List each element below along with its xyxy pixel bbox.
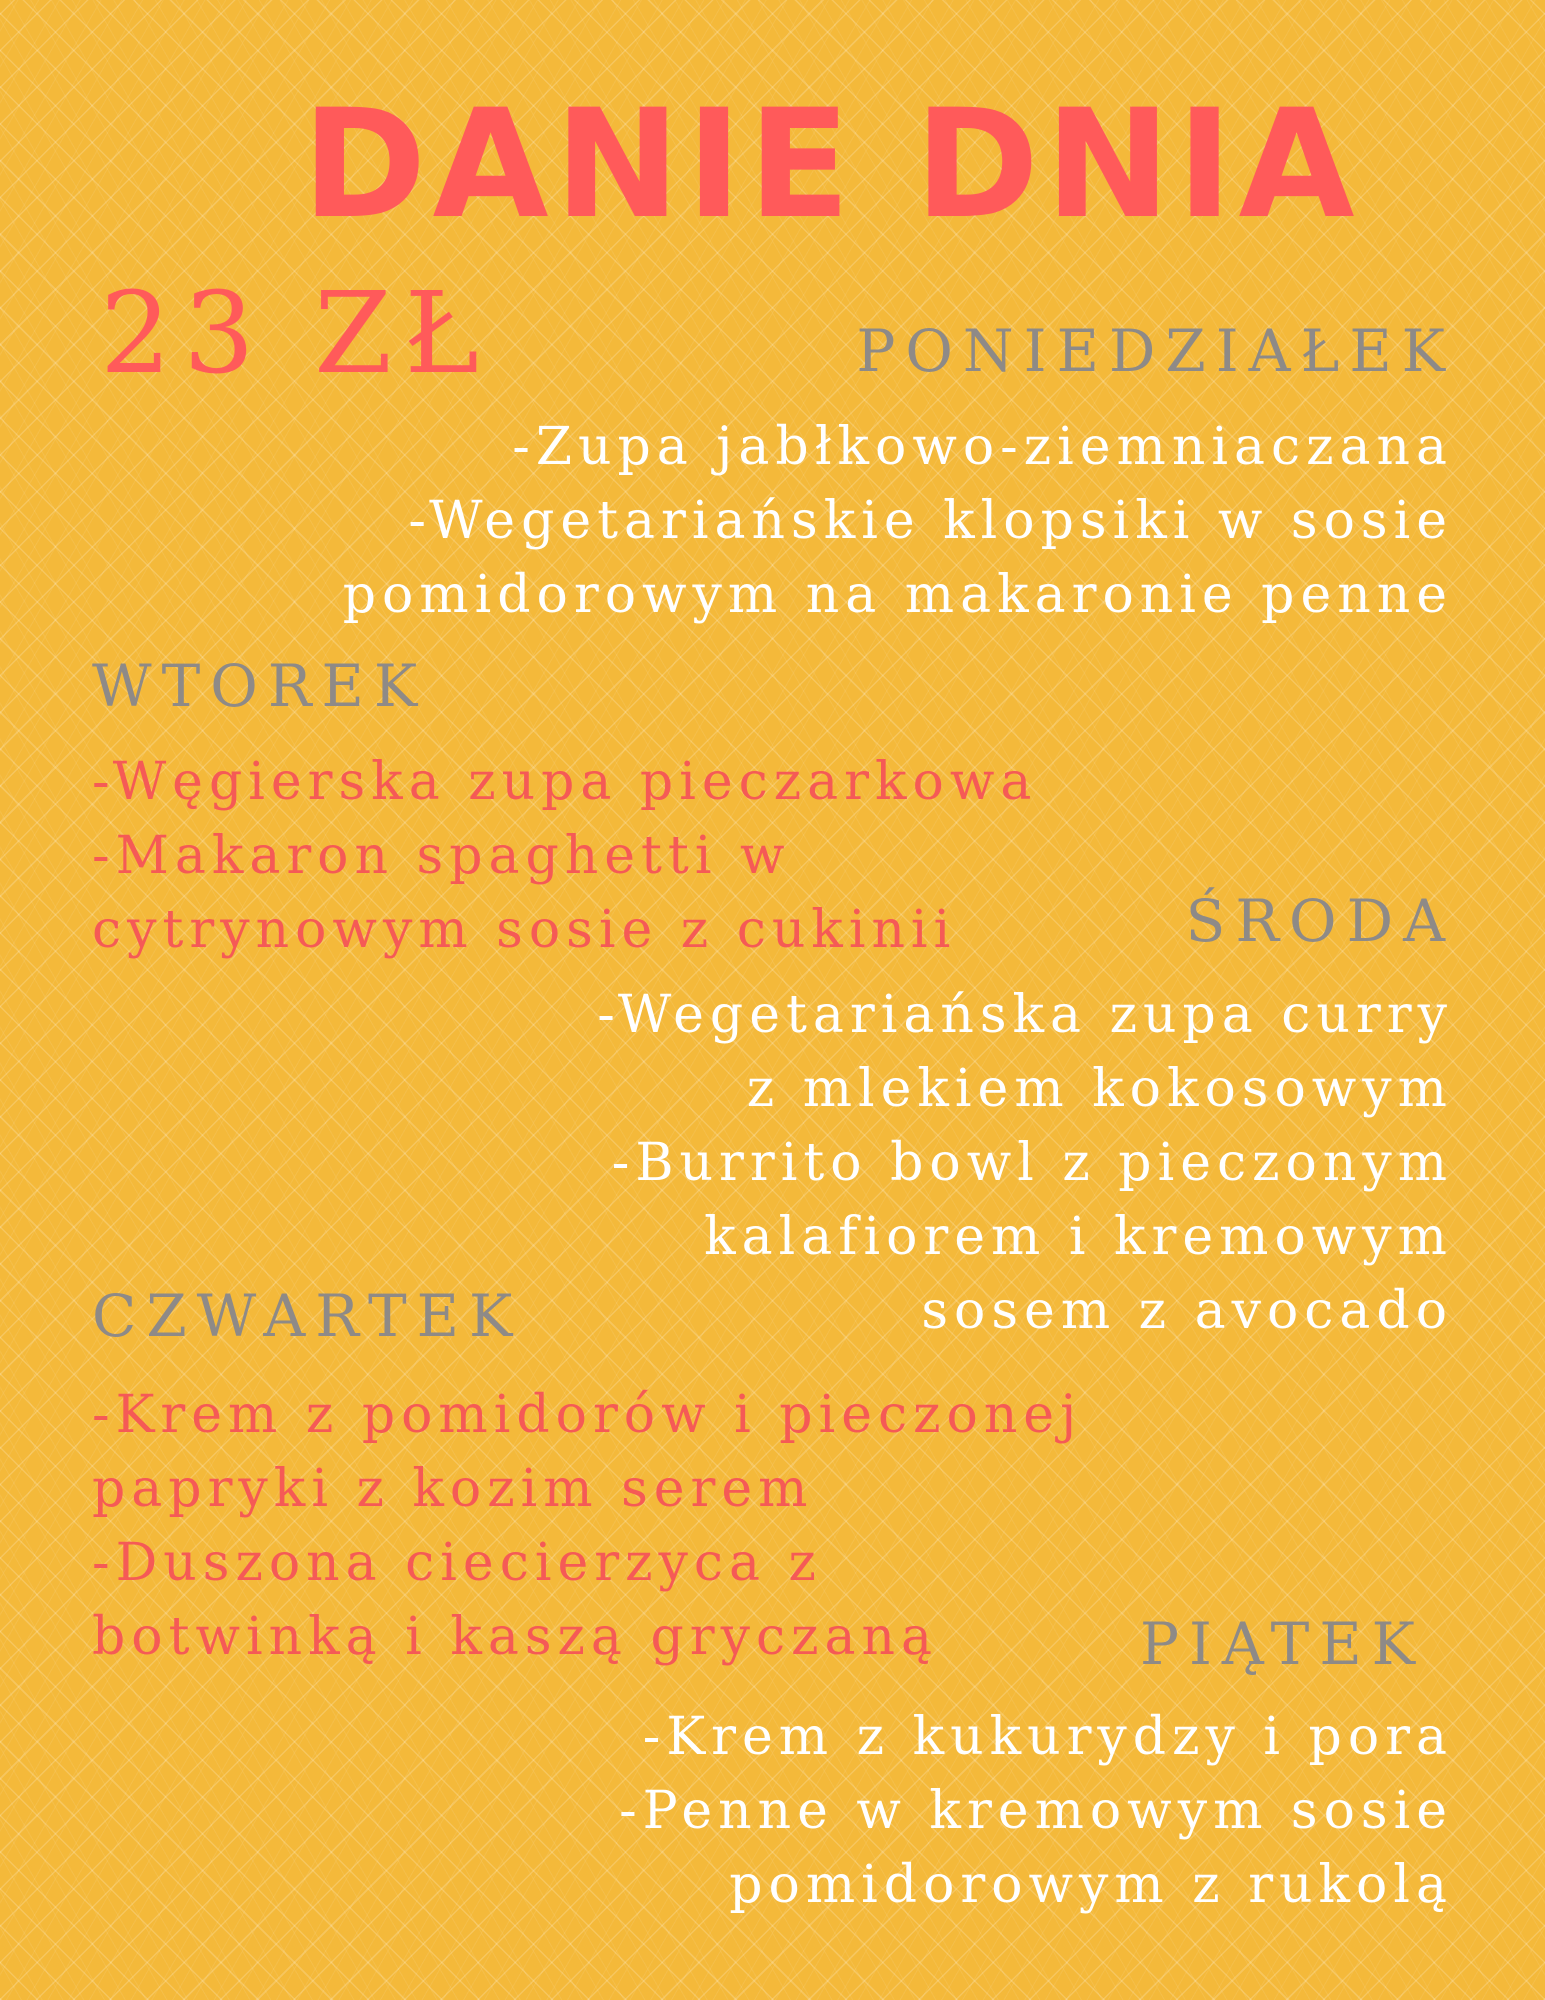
menu-line: z mlekiem kokosowym: [746, 1059, 1453, 1119]
menu-line: -Wegetariańska zupa curry: [597, 985, 1453, 1045]
menu-friday: [619, 1700, 1453, 1922]
menu-line: -Burrito bowl z pieczonym: [611, 1133, 1453, 1193]
menu-line: -Penne w kremowym sosie: [619, 1781, 1453, 1841]
day-heading-monday: PONIEDZIAŁEK: [856, 317, 1455, 385]
menu-line: sosem z avocado: [921, 1281, 1453, 1341]
menu-line: -Krem z pomidorów i pieczonej: [92, 1385, 1083, 1445]
price-label: 23 ZŁ: [100, 269, 491, 399]
menu-wednesday: [597, 978, 1453, 1348]
menu-tuesday: [92, 745, 1037, 967]
menu-line: kalafiorem i kremowym: [704, 1207, 1453, 1267]
menu-line: -Zupa jabłkowo-ziemniaczana: [512, 417, 1453, 477]
page-title: DANIE DNIA: [302, 78, 1361, 252]
menu-line: -Wegetariańskie klopsiki w sosie: [408, 491, 1453, 551]
menu-line: papryki z kozim serem: [92, 1459, 814, 1519]
day-heading-wednesday: ŚRODA: [1185, 887, 1455, 955]
menu-line: -Makaron spaghetti w: [92, 826, 791, 886]
menu-line: botwinką i kaszą gryczaną: [92, 1607, 938, 1667]
menu-line: cytrynowym sosie z cukinii: [92, 900, 957, 960]
menu-line: -Węgierska zupa pieczarkowa: [92, 752, 1038, 812]
menu-thursday: [92, 1378, 1082, 1674]
day-heading-tuesday: WTOREK: [92, 652, 428, 720]
day-heading-friday: PIĄTEK: [1139, 1610, 1425, 1678]
menu-line: -Duszona ciecierzyca z: [92, 1533, 822, 1593]
menu-monday: [343, 410, 1453, 632]
menu-line: pomidorowym na makaronie penne: [342, 565, 1453, 625]
day-heading-thursday: CZWARTEK: [92, 1282, 523, 1350]
menu-line: pomidorowym z rukolą: [729, 1855, 1453, 1915]
menu-line: -Krem z kukurydzy i pora: [642, 1707, 1453, 1767]
